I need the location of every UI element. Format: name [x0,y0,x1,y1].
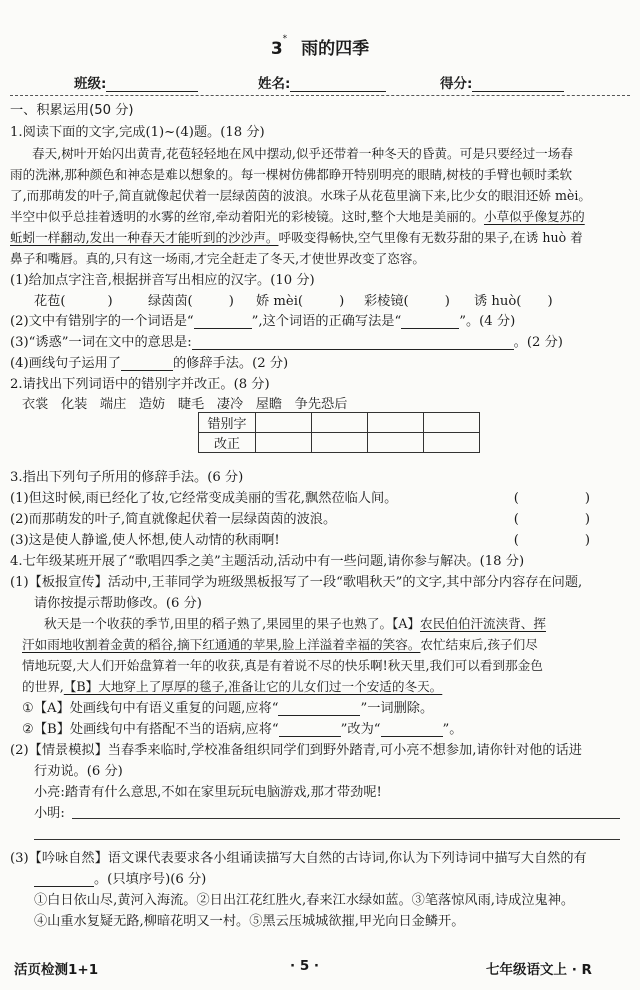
answer-cell[interactable] [368,433,424,453]
q4-sub-1-cont: 请你按提示帮助修改。(6 分) [34,596,202,611]
word-list: 衣裳 化装 端庄 造妨 睫毛 凄冷 屋瞻 争先恐后 [22,397,348,412]
question-4-stem: 4.七年级某班开展了“歌唱四季之美”主题活动,活动中有一些问题,请你参与解决。(18 分) [10,554,525,569]
answer-line[interactable] [72,818,620,819]
page-number: · 5 · [290,958,320,974]
q4-sub-3-cont: 。(只填序号)(6 分) [34,868,206,887]
q4-fix-b: ②【B】处画线句中有搭配不当的语病,应将“ ”改为“ ”。 [22,722,463,737]
class-field[interactable]: 班级: [74,72,198,92]
question-2-stem: 2.请找出下列词语中的错别字并改正。(8 分) [10,377,270,392]
q4-sub-3: (3)【吟咏自然】语文课代表要求各小组诵读描写大自然的古诗词,你认为下列诗词中描写大自然的有 [10,851,587,866]
meaning-blank[interactable] [192,335,514,350]
pinyin-blank-1[interactable]: 花苞( ) [34,294,113,309]
q4-sub-2: (2)【情景模拟】当春季来临时,学校准备组织同学们到野外踏青,可小亮不想参加,请你针对他的话进 [10,743,582,758]
correct-word-blank[interactable] [401,314,459,329]
pinyin-blank-5[interactable]: 诱 huò( ) [474,294,553,309]
passage-line-2: 雨的洗淋,那种颜色和神态是难以想象的。每一棵树仿佛都睁开特别明亮的眼睛,树枝的手臂也顿时柔软 [10,167,573,182]
name-field[interactable]: 姓名: [258,72,386,92]
q4-sub-2-cont: 行劝说。(6 分) [34,764,123,779]
pinyin-blank-4[interactable]: 彩棱镜( ) [364,294,450,309]
q4-sub-1: (1)【板报宣传】活动中,王菲同学为班级黑板报写了一段“歌唱秋天”的文字,其中部分内容存在问题, [10,575,583,590]
score-field[interactable]: 得分: [440,72,564,92]
section-heading: 一、积累运用(50 分) [10,103,134,118]
answer-cell[interactable] [312,433,368,453]
board-text-1: 秋天是一个收获的季节,田里的稻子熟了,果园里的果子也熟了。【A】农民伯伯汗流浃背、挥 [44,616,546,631]
passage-line-6: 鼻子和嘴唇。真的,只有这一场雨,才完全赶走了冬天,才使世界改变了恣容。 [10,251,426,266]
xiaoming-label: 小明: [34,806,65,821]
correction-table [198,412,480,453]
answer-cell[interactable] [256,413,312,433]
xiaoliang-line: 小亮:踏青有什么意思,不如在家里玩玩电脑游戏,那才带劲呢! [34,785,382,800]
page-title: 3* 雨的四季 [270,34,370,59]
answer-cell[interactable] [312,413,368,433]
row-label-wrong: 错别字 [199,413,256,433]
wrong-word-blank[interactable] [194,314,252,329]
answer-cell[interactable] [424,413,480,433]
header-divider [10,95,630,96]
q3-item-3: (3)这是使人静谧,使人怀想,使人动情的秋雨啊! ( ) [10,529,620,548]
passage-line-1: 春天,树叶开始闪出黄青,花苞轻轻地在风中摆动,似乎还带着一种冬天的昏黄。可是只要经过一场春 [32,146,573,161]
answer-paren[interactable]: ( ) [513,512,590,527]
passage-line-4: 半空中似乎总挂着透明的水雾的丝帘,牵动着阳光的彩棱镜。这时,整个大地是美丽的。小草似乎像复苏的 [10,209,585,224]
passage-line-3: 了,而那萌发的叶子,简直就像起伏着一层绿茵茵的波浪。水珠子从花苞里滴下来,比少女的眼泪还娇 mèi。 [10,188,591,203]
delete-word-blank[interactable] [278,701,360,716]
footer-book: 七年级语文上 · R [486,962,592,978]
answer-paren[interactable]: ( ) [513,533,590,548]
question-3-stem: 3.指出下列句子所用的修辞手法。(6 分) [10,470,244,485]
answer-paren[interactable]: ( ) [513,491,590,506]
row-label-fix: 改正 [199,433,256,453]
board-text-2: 汗如雨地收割着金黄的稻谷,摘下红通通的苹果,脸上洋溢着幸福的笑容。农忙结束后,孩子们尽 [22,637,538,652]
q1-sub-2: (2)文中有错别字的一个词语是“ ”,这个词语的正确写法是“ ”。(4 分) [10,314,516,329]
board-text-4: 的世界,【B】大地穿上了厚厚的毯子,准备让它的儿女们过一个安适的冬天。 [22,679,443,694]
answer-cell[interactable] [368,413,424,433]
rhetoric-blank[interactable] [121,356,173,371]
original-word-blank[interactable] [279,722,341,737]
pinyin-blank-3[interactable]: 娇 mèi( ) [256,294,345,309]
q3-item-1: (1)但这时候,雨已经化了妆,它经常变成美丽的雪花,飘然莅临人间。 ( ) [10,487,620,506]
q4-fix-a: ①【A】处画线句中有语义重复的问题,应将“ ”一词删除。 [22,701,434,716]
passage-line-5: 蚯蚓一样翻动,发出一种春天才能听到的沙沙声。呼吸变得畅快,空气里像有无数芬甜的果子,在诱 huò 着 [10,230,583,245]
q1-sub-1: (1)给加点字注音,根据拼音写出相应的汉字。(10 分) [10,273,315,288]
board-text-3: 情地玩耍,大人们开始盘算着一年的收获,真是有着说不尽的快乐啊!秋天里,我们可以看到那金色 [22,658,543,673]
poem-list-2: ④山重水复疑无路,柳暗花明又一村。⑤黑云压城城欲摧,甲光向日金鳞开。 [34,914,465,929]
question-1-stem: 1.阅读下面的文字,完成(1)~(4)题。(18 分) [10,125,265,140]
answer-cell[interactable] [256,433,312,453]
pinyin-blank-2[interactable]: 绿茵茵( ) [148,294,234,309]
answer-line[interactable] [34,839,620,840]
poem-list-1: ①白日依山尽,黄河入海流。②日出江花红胜火,春来江水绿如蓝。③笔落惊风雨,诗成泣鬼神。 [34,893,575,908]
poem-answer-blank[interactable] [34,872,94,887]
q3-item-2: (2)而那萌发的叶子,简直就像起伏着一层绿茵茵的波浪。 ( ) [10,508,620,527]
footer-brand: 活页检测1+1 [14,962,99,978]
replacement-word-blank[interactable] [381,722,443,737]
q1-sub-4: (4)画线句子运用了 的修辞手法。(2 分) [10,356,289,371]
q1-sub-3: (3)“诱惑”一词在文中的意思是: 。(2 分) [10,335,563,350]
answer-cell[interactable] [424,433,480,453]
